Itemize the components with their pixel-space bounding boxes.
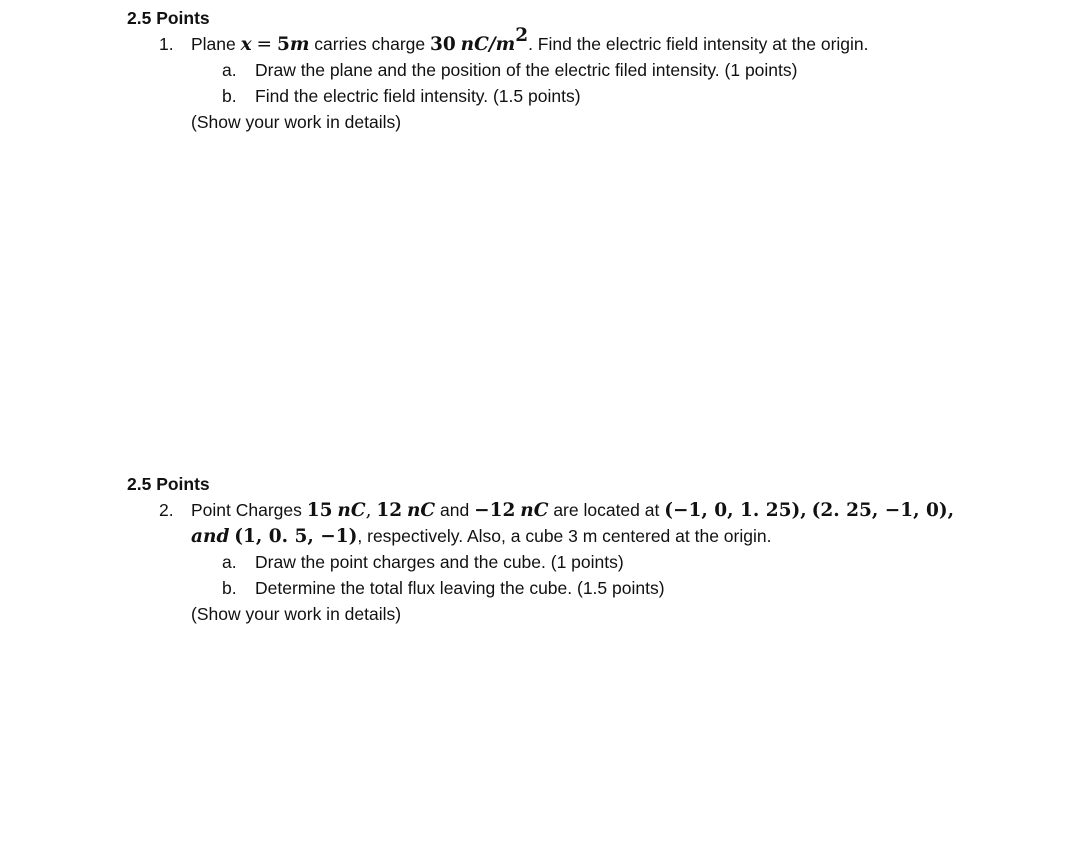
question-1-sub-b <box>0 84 1080 110</box>
question-1-heading: 2.5 Points <box>127 8 210 28</box>
comma: , <box>365 500 372 521</box>
charge-unit-exp: 2 <box>515 25 529 47</box>
charge-1-unit: nC <box>337 500 366 521</box>
question-2-number: 2. <box>159 500 174 520</box>
question-2-line-2 <box>0 524 1080 550</box>
question-2-text <box>191 498 954 524</box>
sub-a-text: Draw the plane and the position of the electric filed intensity. (1 points) <box>255 60 798 80</box>
question-2-sub-a <box>0 550 1080 576</box>
charge-2-value: 12 <box>376 500 403 521</box>
sub-b-text: Find the electric field intensity. (1.5 points) <box>255 86 581 106</box>
question-2-heading: 2.5 Points <box>127 474 210 494</box>
sub-b-letter: b. <box>222 578 237 598</box>
sub-b-text: Determine the total flux leaving the cube. (1.5 points) <box>255 578 665 598</box>
charge-unit-n: nC <box>460 34 489 55</box>
question-1-rest: . Find the electric field intensity at the origin. <box>528 34 869 54</box>
sub-a-text: Draw the point charges and the cube. (1 points) <box>255 552 624 572</box>
located-text: are located at <box>553 500 660 520</box>
question-1-number: 1. <box>159 34 174 54</box>
charge-value: 30 <box>430 34 456 55</box>
sub-a-letter: a. <box>222 60 237 80</box>
point-2: (2. 25, −1, 0), <box>811 500 955 521</box>
question-1-sub-a <box>0 58 1080 84</box>
plane-unit: m <box>289 34 310 55</box>
question-2-note <box>0 602 1080 628</box>
plane-word: Plane <box>191 34 236 54</box>
and-word: and <box>191 526 230 547</box>
question-2-sub-b <box>0 576 1080 602</box>
charge-2-unit: nC <box>406 500 436 521</box>
question-2-line-2-text <box>191 524 771 550</box>
charge-3-value: −12 <box>474 500 516 521</box>
charge-unit-slash: / <box>488 34 496 55</box>
question-1-note <box>0 110 1080 136</box>
equals-sign: = <box>256 34 273 55</box>
charge-unit-m: m <box>495 34 516 55</box>
plane-value: 5 <box>276 34 290 55</box>
line-2-rest: , respectively. Also, a cube 3 m centered at the origin. <box>357 526 772 546</box>
var-x: x <box>240 34 252 55</box>
note-text: (Show your work in details) <box>191 112 402 132</box>
charge-3-unit: nC <box>520 500 549 521</box>
question-1-line <box>0 25 1080 58</box>
point-3: (1, 0. 5, −1) <box>234 526 358 547</box>
sub-b-letter: b. <box>222 86 237 106</box>
and-text: and <box>440 500 470 520</box>
carries-text: carries charge <box>314 34 426 54</box>
question-1-text <box>191 25 869 58</box>
intro-text: Point Charges <box>191 500 302 520</box>
question-2-line-1 <box>0 498 1080 524</box>
sub-a-letter: a. <box>222 552 237 572</box>
note-text: (Show your work in details) <box>191 604 402 624</box>
point-1: (−1, 0, 1. 25), <box>664 500 807 521</box>
charge-1-value: 15 <box>306 500 333 521</box>
